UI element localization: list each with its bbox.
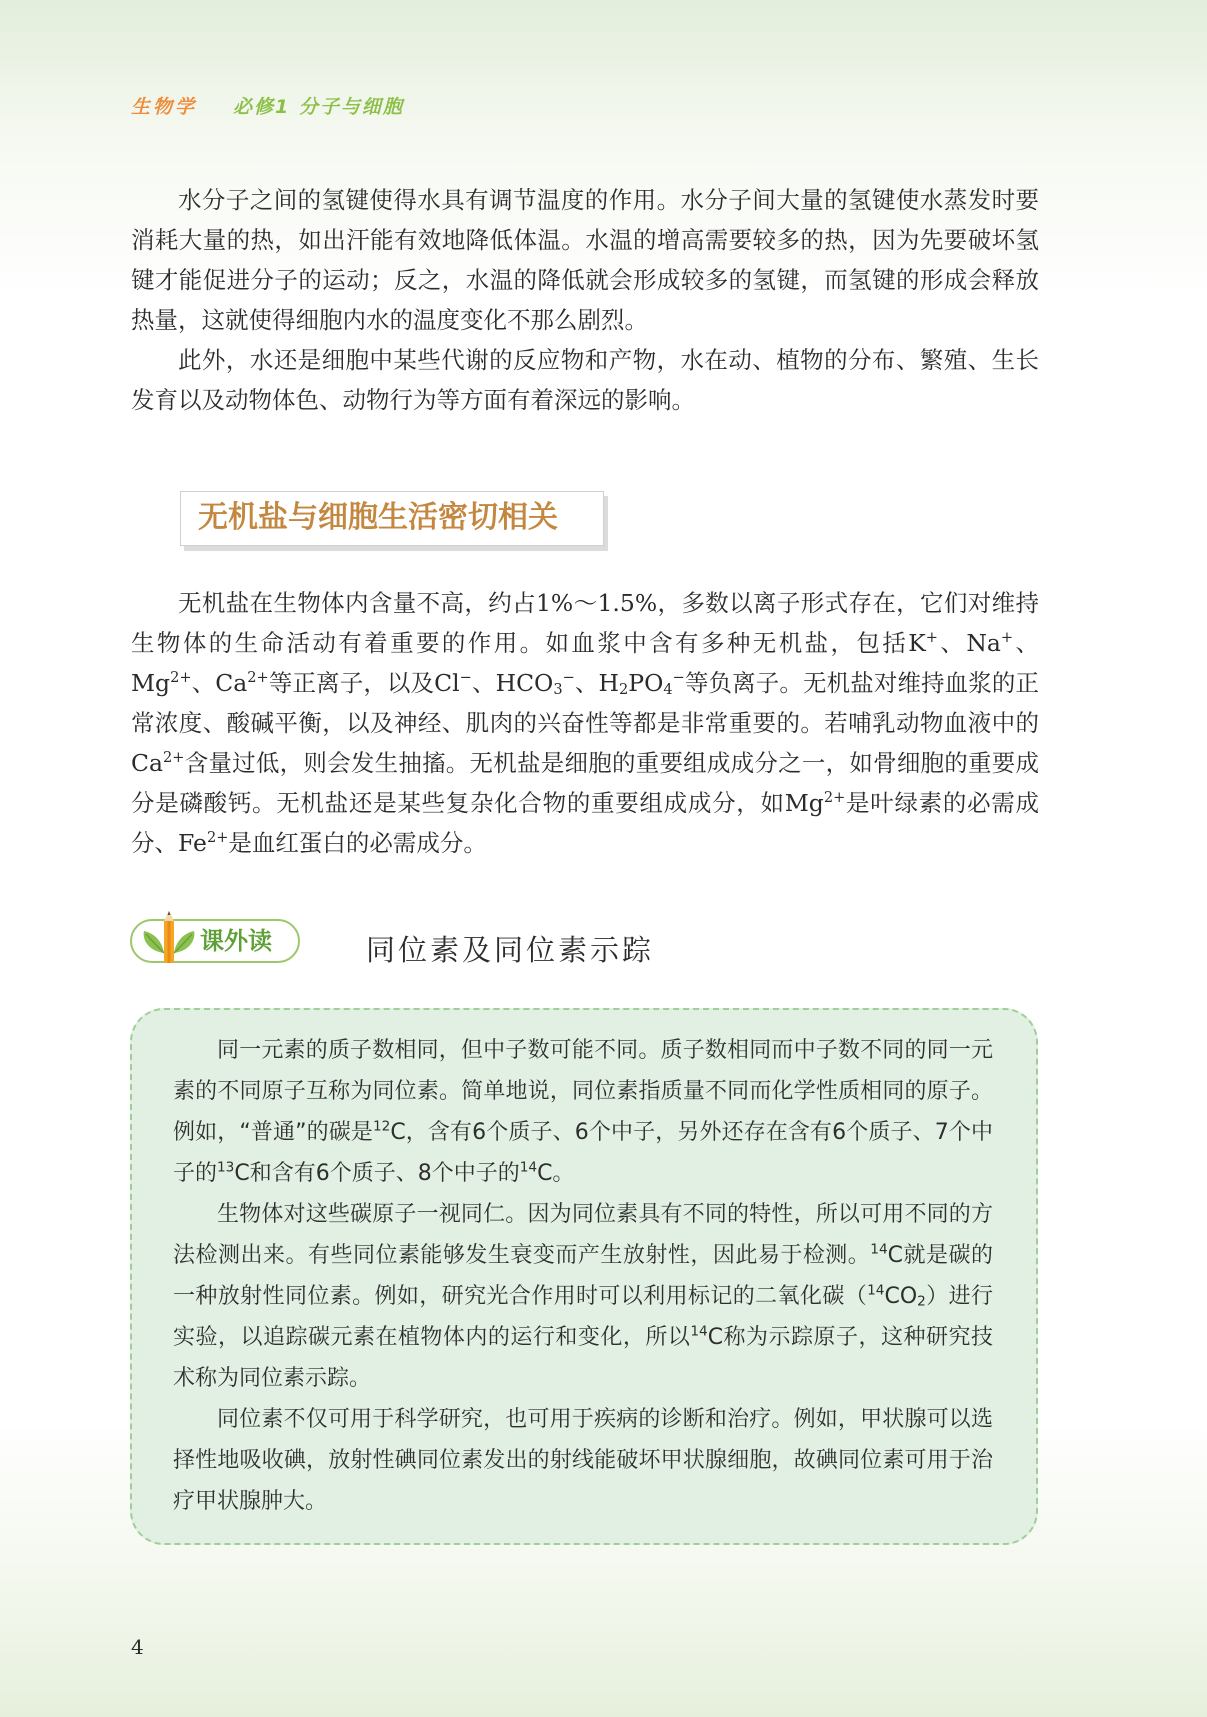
section-heading: 无机盐与细胞生活密切相关: [198, 500, 558, 535]
reading-paragraph-1: 同一元素的质子数相同，但中子数可能不同。质子数相同而中子数不同的同一元素的不同原子互称为同位素。简单地说，同位素指质量不同而化学性质相同的原子。例如，“普通”的碳是$^{12}$C，含有6个质子、6个中子，另外还存在含有6个质子、7个中子的$^{13}$C和含有6个质子、8个中子的$^{14}$C。: [173, 1038, 993, 1186]
water-paragraph-2: 此外，水还是细胞中某些代谢的反应物和产物，水在动、植物的分布、繁殖、生长发育以及动物体色、动物行为等方面有着深远的影响。: [131, 346, 1039, 414]
reading-paragraph-3: 同位素不仅可用于科学研究，也可用于疾病的诊断和治疗。例如，甲状腺可以选择性地吸收碘，放射性碘同位素发出的射线能破坏甲状腺细胞，故碘同位素可用于治疗甲状腺肿大。: [173, 1407, 993, 1514]
header-subject: 生物学: [131, 96, 198, 118]
reading-paragraph-2: 生物体对这些碳原子一视同仁。因为同位素具有不同的特性，所以可用不同的方法检测出来。有些同位素能够发生衰变而产生放射性，因此易于检测。$^{14}$C就是碳的一种放射性同位素。例如，研究光合作用时可以利用标记的二氧化碳$(^{14}CO_2)$进行实验，以追踪碳元素在植物体内的运行和变化，所以$^{14}$C称为示踪原子，这种研究技术称为同位素示踪。: [173, 1202, 993, 1391]
salt-text-block: [131, 583, 1039, 863]
salt-paragraph: 无机盐在生物体内含量不高，约占1%～1.5%，多数以离子形式存在，它们对维持生物体的生命活动有着重要的作用。如血浆中含有多种无机盐，包括K+、Na+、$Mg^{2+}$、$Ca^{2+}$等正离子，以及Cl−、$HCO_3^-$、$H_2PO_4^-$等负离子。无机盐对维持血浆的正常浓度、酸碱平衡，以及神经、肌肉的兴奋性等都是非常重要的。若哺乳动物血液中的$Ca^{2+}$含量过低，则会发生抽搐。无机盐是细胞的重要组成成分之一，如骨细胞的重要成分是磷酸钙。无机盐还是某些复杂化合物的重要组成成分，如$Mg^{2+}$是叶绿素的必需成分、$Fe^{2+}$是血红蛋白的必需成分。: [131, 589, 1040, 857]
reading-badge: [130, 913, 300, 969]
reading-text-block: [173, 1030, 993, 1522]
reading-badge-label: 课外读: [200, 927, 272, 955]
water-text-block: [131, 180, 1039, 420]
reading-title: 同位素及同位素示踪: [366, 933, 655, 967]
water-paragraph-1: 水分子之间的氢键使得水具有调节温度的作用。水分子间大量的氢键使水蒸发时要消耗大量的热，如出汗能有效地降低体温。水温的增高需要较多的热，因为先要破坏氢键才能促进分子的运动；反之，水温的降低就会形成较多的氢键，而氢键的形成会释放热量，这就使得细胞内水的温度变化不那么剧烈。: [131, 186, 1039, 334]
pencil-sprout-icon: [138, 909, 200, 975]
page-number: 4: [131, 1635, 144, 1659]
running-header: [131, 92, 404, 119]
header-volume: 必修1 分子与细胞: [233, 96, 404, 118]
